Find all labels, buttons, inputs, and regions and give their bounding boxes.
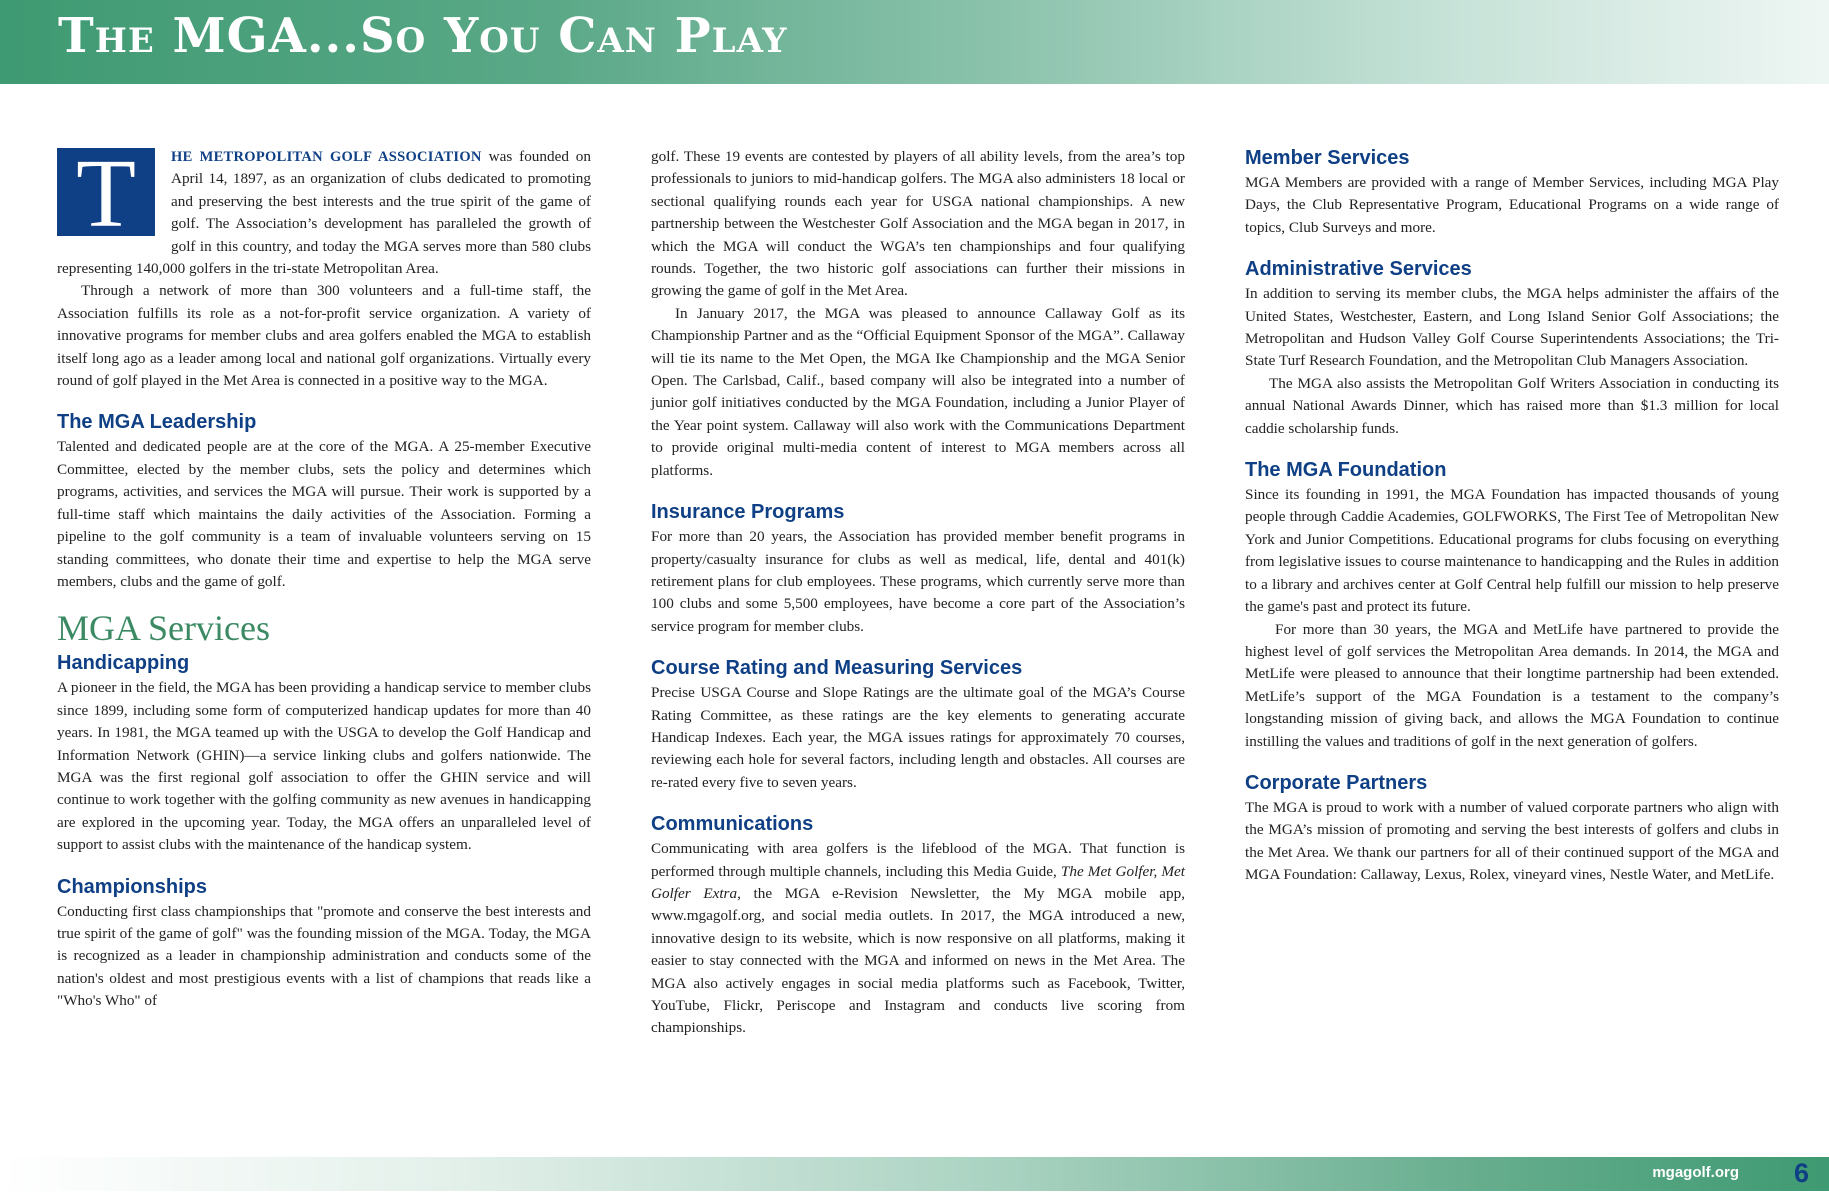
foundation-body-2: For more than 30 years, the MGA and MetLife have partnered to provide the highest level of golf services the Metropolitan Area demands. In 2014, the MGA and MetLife were pleased to announce that their longtime partnership had been extended. MetLife’s support of the MGA Foundation is a testament to the company’s longstanding mission of giving back, and allows the MGA Foundation to continue instilling the values and traditions of golf in the next generation of golfers. (1245, 620, 1779, 750)
insurance-heading: Insurance Programs (651, 501, 845, 524)
intro-lead: HE METROPOLITAN GOLF ASSOCIATION (171, 149, 482, 165)
championships-body: Conducting first class championships that "promote and conserve the best interests and true spirit of the game of golf" was the founding mission of the MGA. Today, the MGA is recognized as a leader in championship administration and conducts some of the nation's oldest and most prestigious events with a list of champions that reads like a "Who's Who" of (57, 902, 591, 1010)
insurance-body: For more than 20 years, the Association has provided member benefit programs in property/casualty insurance for clubs as well as medical, life, dental and 401(k) retirement plans for club employees. These programs, which currently serve more than 100 clubs and some 5,500 employees, have become a core part of the Association’s service program for member clubs. (651, 528, 1185, 635)
administrative-body-2: The MGA also assists the Metropolitan Golf Writers Association in conducting its annual National Awards Dinner, which has raised more than $1.3 million for local caddie scholarship funds. (1245, 374, 1779, 437)
foundation-body: Since its founding in 1991, the MGA Foundation has impacted thousands of young people through Caddie Academies, GOLFWORKS, The First Tee of Metropolitan New York and Junior Competitions. Educational programs for clubs focusing on everything from legislative issues to course maintenance to handicapping and the Rules in addition to a library and archives center at Golf Central help fulfill our mission to help preserve the game's past and protect its future. (1245, 486, 1779, 616)
championships-heading: Championships (57, 875, 208, 898)
communications-body (651, 838, 1185, 1040)
column-3 (1245, 146, 1779, 887)
page-number: 6 (1793, 1158, 1809, 1188)
communications-publications: The Met Golfer, Met Golfer Extra (651, 862, 1185, 902)
member-services-body: MGA Members are provided with a range of Member Services, including MGA Play Days, the Club Representative Program, Educational Programs on a wide range of topics, Club Surveys and more. (1245, 174, 1779, 236)
administrative-heading: Administrative Services (1245, 258, 1472, 281)
championships-paragraph-2: In January 2017, the MGA was pleased to announce Callaway Golf as its Championship Partner and as the “Official Equipment Sponsor of the MGA”. Callaway will tie its name to the Met Open, the MGA Ike Championship and the MGA Senior Open. The Carlsbad, Calif., based company will also be integrated into a number of junior golf initiatives conducted by the MGA Foundation, including a Junior Player of the Year point system. Callaway will also work with the Communications Department to provide original multi-media content of interest to MGA members across all platforms. (651, 304, 1185, 479)
column-2 (651, 146, 1185, 1040)
drop-cap: T (57, 148, 155, 236)
leadership-body: Talented and dedicated people are at the core of the MGA. A 25-member Executive Committee, elected by the member clubs, sets the policy and determines which programs, activities, and services the MGA will pursue. Their work is supported by a full-time staff which maintains the daily activities of the Association. Forming a pipeline to the golf community is a team of invaluable volunteers serving on 15 standing committees, who donate their time and expertise to help the MGA serve members, clubs and the game of golf. (57, 438, 591, 590)
communications-text-a: Communicating with area golfers is the lifeblood of the MGA. That function is performed through multiple channels, including this Media Guide, (651, 840, 1185, 880)
handicapping-body: A pioneer in the field, the MGA has been providing a handicap service to member clubs since 1899, including some form of computerized handicap updates for more than 40 years. In 1981, the MGA teamed up with the USGA to develop the Golf Handicap and Information Network (GHIN)—a service linking clubs and golfers nationwide. The MGA was the first regional golf association to offer the GHIN service and will continue to work together with the golfing community as new avenues in handicapping are explored in the upcoming year. Today, the MGA offers an unparalleled level of support to assist clubs with the maintenance of the handicap system. (57, 679, 591, 854)
corporate-heading: Corporate Partners (1245, 771, 1428, 794)
leadership-heading: The MGA Leadership (57, 411, 257, 434)
intro-paragraph (57, 140, 591, 280)
administrative-body: In addition to serving its member clubs, the MGA helps administer the affairs of the United States, Westchester, Eastern, and Long Island Senior Golf Associations; the Metropolitan and Hudson Valley Golf Course Superintendents Associations; the Tri-State Turf Research Foundation, and the Metropolitan Club Managers Association. (1245, 285, 1779, 370)
handicapping-heading: Handicapping (57, 652, 190, 675)
corporate-body: The MGA is proud to work with a number of valued corporate partners who align with the MGA’s mission of promoting and serving the best interests of golfers and clubs in the Met Area. We thank our partners for all of their continued support of the MGA and MGA Foundation: Callaway, Lexus, Rolex, vineyard vines, Nestle Water, and MetLife. (1245, 798, 1779, 884)
course-rating-body: Precise USGA Course and Slope Ratings are the ultimate goal of the MGA’s Course Rating Committee, as these ratings are the key elements to generating accurate Handicap Indexes. Each year, the MGA issues ratings for approximately 70 courses, reviewing each hole for several factors, including length and obstacles. All courses are re-rated every five to seven years. (651, 684, 1185, 791)
services-heading: MGA Services (57, 608, 270, 649)
intro-text: was founded on April 14, 1897, as an organization of clubs dedicated to promoting and preserving the best interests and the true spirit of the game of golf. The Association’s development has paralleled the growth of golf in this country, and today the MGA serves more than 580 clubs representing 140,000 golfers in the tri-state Metropolitan Area. (57, 148, 591, 278)
foundation-heading: The MGA Foundation (1245, 459, 1447, 482)
footer-band (0, 1157, 1829, 1191)
page-title: The MGA...So You Can Play (58, 8, 788, 64)
championships-continued: golf. These 19 events are contested by players of all ability levels, from the area’s top professionals to juniors to mid-handicap golfers. The MGA also administers 18 local or sectional qualifying rounds each year for USGA national championships. A new partnership between the Westchester Golf Association and the MGA began in 2017, in which the MGA will conduct the WGA’s ten championships and four qualifying rounds. Together, the two historic golf associations can further their missions in growing the game of golf in the Met Area. (651, 148, 1185, 300)
column-1 (57, 140, 591, 1013)
member-services-heading: Member Services (1245, 147, 1410, 169)
communications-heading: Communications (651, 813, 814, 836)
communications-text-b: , the MGA e-Revision Newsletter, the My MGA mobile app, www.mgagolf.org, and social media outlets. In 2017, the MGA introduced a new, innovative design to its website, which is now responsive on all platforms, making it easier to stay connected with the MGA and informed on news in the Met Area. The MGA also actively engages in social media platforms such as Facebook, Twitter, YouTube, Flickr, Periscope and Instagram and conducts live scoring from championships. (651, 884, 1185, 1037)
footer-url: mgagolf.org (1652, 1164, 1739, 1181)
course-rating-heading: Course Rating and Measuring Services (651, 657, 1023, 680)
intro-paragraph-2: Through a network of more than 300 volunteers and a full-time staff, the Association fulfills its role as a not-for-profit service organization. A variety of innovative programs for member clubs and area golfers enabled the MGA to establish itself long ago as a leader among local and national golf organizations. Virtually every round of golf played in the Met Area is connected in a positive way to the MGA. (57, 282, 591, 390)
